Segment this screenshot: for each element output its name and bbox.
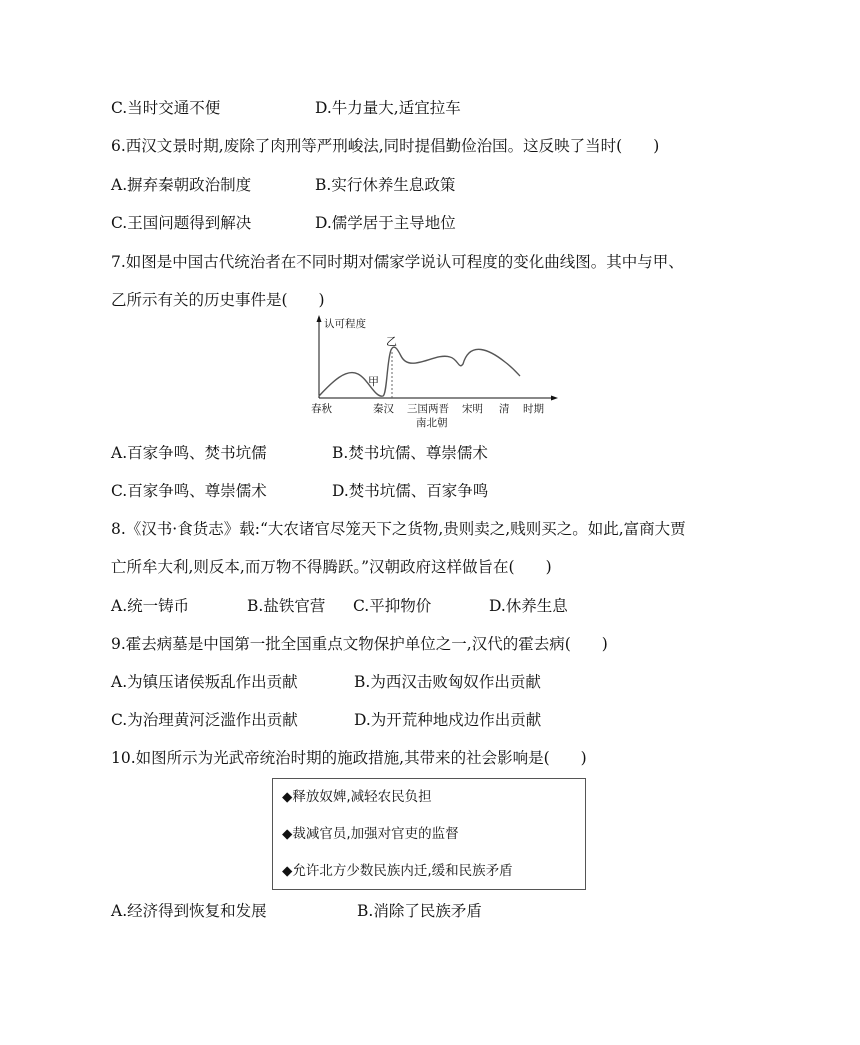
q6-stem: 6.西汉文景时期,废除了肉刑等严刑峻法,同时提倡勤俭治国。这反映了当时( ) <box>111 137 660 155</box>
q8-option-d: D.休养生息 <box>489 597 568 615</box>
x-tick-songming: 宋明 <box>462 403 483 415</box>
q5-option-c: C.当时交通不便 <box>111 99 221 117</box>
q8-stem-line2: 亡所牟大利,则反本,而万物不得腾跃。”汉朝政府这样做旨在( ) <box>111 558 552 576</box>
policy-item-3: ◆允许北方少数民族内迁,缓和民族矛盾 <box>282 863 513 879</box>
q10-option-b: B.消除了民族矛盾 <box>357 902 482 920</box>
q8-option-a: A.统一铸币 <box>111 597 190 615</box>
x-tick-sanguo: 三国两晋 <box>407 403 449 415</box>
annotation-yi: 乙 <box>386 335 397 348</box>
q6-option-a: A.摒弃秦朝政治制度 <box>111 176 252 194</box>
q6-option-d: D.儒学居于主导地位 <box>315 214 456 232</box>
q10-option-a: A.经济得到恢复和发展 <box>111 902 267 920</box>
q7-option-b: B.焚书坑儒、尊崇儒术 <box>332 444 488 462</box>
q6-option-b: B.实行休养生息政策 <box>315 176 456 194</box>
curve-line <box>319 347 520 396</box>
q10-stem: 10.如图所示为光武帝统治时期的施政措施,其带来的社会影响是( ) <box>111 749 587 767</box>
x-tick-nanbeichao: 南北朝 <box>416 417 448 429</box>
q9-option-d: D.为开荒种地戍边作出贡献 <box>354 711 542 729</box>
q8-option-b: B.盐铁官营 <box>247 597 326 615</box>
q8-option-c: C.平抑物价 <box>353 597 432 615</box>
x-tick-qinhan: 秦汉 <box>373 403 394 415</box>
policy-item-2: ◆裁减官员,加强对官吏的监督 <box>282 826 459 842</box>
x-tick-chunqiu: 春秋 <box>311 403 332 415</box>
q9-option-b: B.为西汉击败匈奴作出贡献 <box>354 673 541 691</box>
q9-option-c: C.为治理黄河泛滥作出贡献 <box>111 711 298 729</box>
q7-option-a: A.百家争鸣、焚书坑儒 <box>111 444 267 462</box>
y-axis-arrow <box>317 315 322 322</box>
y-axis-label: 认可程度 <box>324 318 366 330</box>
policy-box <box>272 778 586 890</box>
q5-option-d: D.牛力量大,适宜拉车 <box>315 99 461 117</box>
q8-stem-line1: 8.《汉书·食货志》载:“大农诸官尽笼天下之货物,贵则卖之,贱则买之。如此,富商大贾 <box>111 520 686 538</box>
q7-option-c: C.百家争鸣、尊崇儒术 <box>111 482 267 500</box>
annotation-jia: 甲 <box>368 375 379 388</box>
q9-stem: 9.霍去病墓是中国第一批全国重点文物保护单位之一,汉代的霍去病( ) <box>111 635 608 653</box>
q9-option-a: A.为镇压诸侯叛乱作出贡献 <box>111 673 298 691</box>
q7-stem-line2: 乙所示有关的历史事件是( ) <box>111 291 325 309</box>
q6-option-c: C.王国问题得到解决 <box>111 214 252 232</box>
chart-svg <box>300 312 570 434</box>
x-tick-qing: 清 <box>499 403 510 415</box>
confucianism-curve-chart <box>300 312 570 434</box>
x-axis-arrow <box>551 396 558 401</box>
policy-item-1: ◆释放奴婢,减轻农民负担 <box>282 789 432 805</box>
q7-option-d: D.焚书坑儒、百家争鸣 <box>332 482 489 500</box>
x-axis-label: 时期 <box>523 403 544 415</box>
q7-stem-line1: 7.如图是中国古代统治者在不同时期对儒家学说认可程度的变化曲线图。其中与甲、 <box>111 253 684 271</box>
